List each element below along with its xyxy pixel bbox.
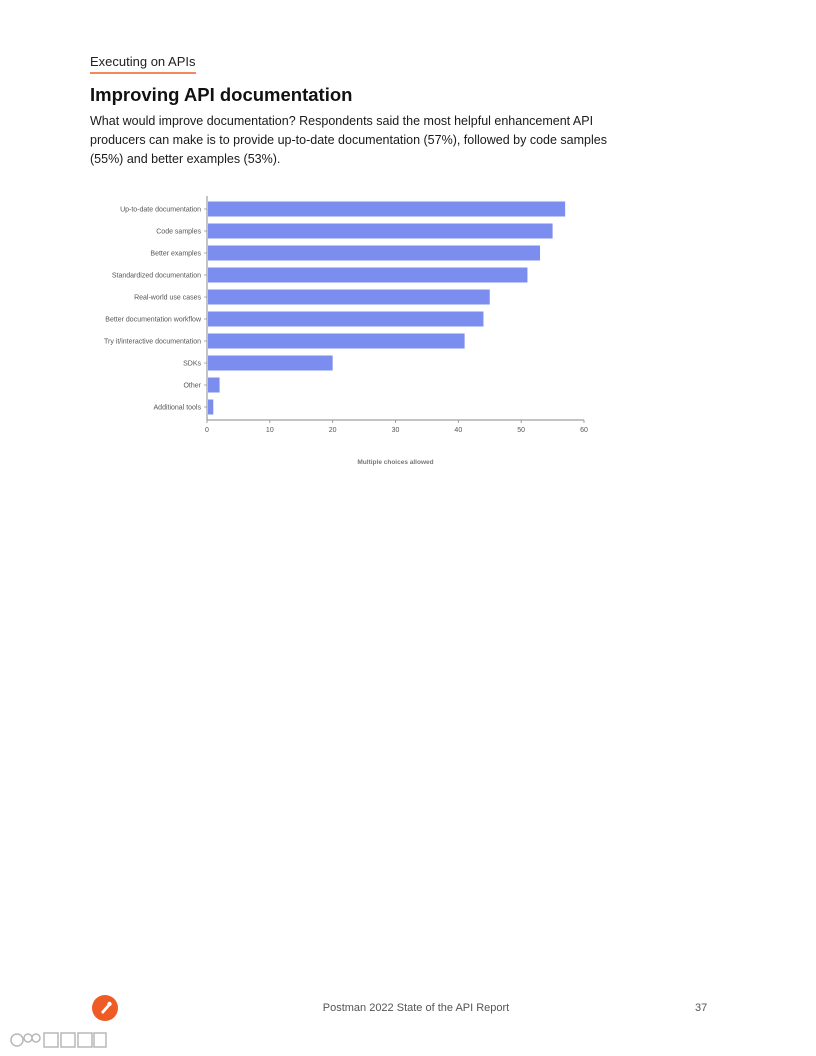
page-number: 37	[695, 1002, 708, 1014]
chart-bar	[208, 356, 333, 371]
y-tick-label: Better examples	[150, 250, 201, 258]
chart-bar	[208, 378, 220, 393]
page-title: Improving API documentation	[90, 84, 353, 105]
chart-bar	[208, 224, 553, 239]
x-tick-label: 0	[205, 427, 209, 434]
section-label: Executing on APIs	[90, 54, 196, 74]
y-tick-label: Real-world use cases	[134, 294, 201, 302]
x-tick-label: 10	[265, 427, 274, 434]
bar-chart-svg	[80, 188, 600, 473]
x-tick-label: 20	[328, 427, 337, 434]
y-tick-label: Up-to-date documentation	[120, 206, 201, 214]
bar-chart	[80, 188, 600, 473]
chart-bar	[208, 312, 483, 327]
y-tick-label: Try it/interactive documentation	[103, 338, 201, 346]
report-title: Postman 2022 State of the API Report	[322, 1002, 510, 1014]
y-tick-label: Additional tools	[153, 404, 201, 412]
chart-bar	[208, 290, 490, 305]
y-tick-label: Code samples	[156, 228, 201, 236]
x-tick-label: 60	[580, 427, 588, 434]
chart-bar	[208, 268, 527, 283]
x-tick-label: 40	[454, 427, 463, 434]
chart-bar	[208, 246, 540, 261]
y-tick-label: Standardized documentation	[111, 272, 201, 280]
x-tick-label: 50	[517, 427, 526, 434]
y-tick-label: Better documentation workflow	[105, 316, 201, 324]
intro-paragraph: What would improve documentation? Respondents said the most helpful enhancement API producers can make is to provide up-to-date documentation (57%), followed by code samples (55%) and better examples (53%).	[90, 114, 607, 166]
y-tick-label: SDKs	[183, 360, 201, 368]
chart-bar	[208, 334, 465, 349]
watermark-logo-icon	[8, 1029, 108, 1051]
chart-bar	[208, 400, 213, 415]
x-axis-label: Multiple choices allowed	[357, 459, 434, 466]
y-tick-label: Other	[183, 382, 201, 390]
x-tick-label: 30	[391, 427, 400, 434]
chart-bar	[208, 202, 565, 217]
